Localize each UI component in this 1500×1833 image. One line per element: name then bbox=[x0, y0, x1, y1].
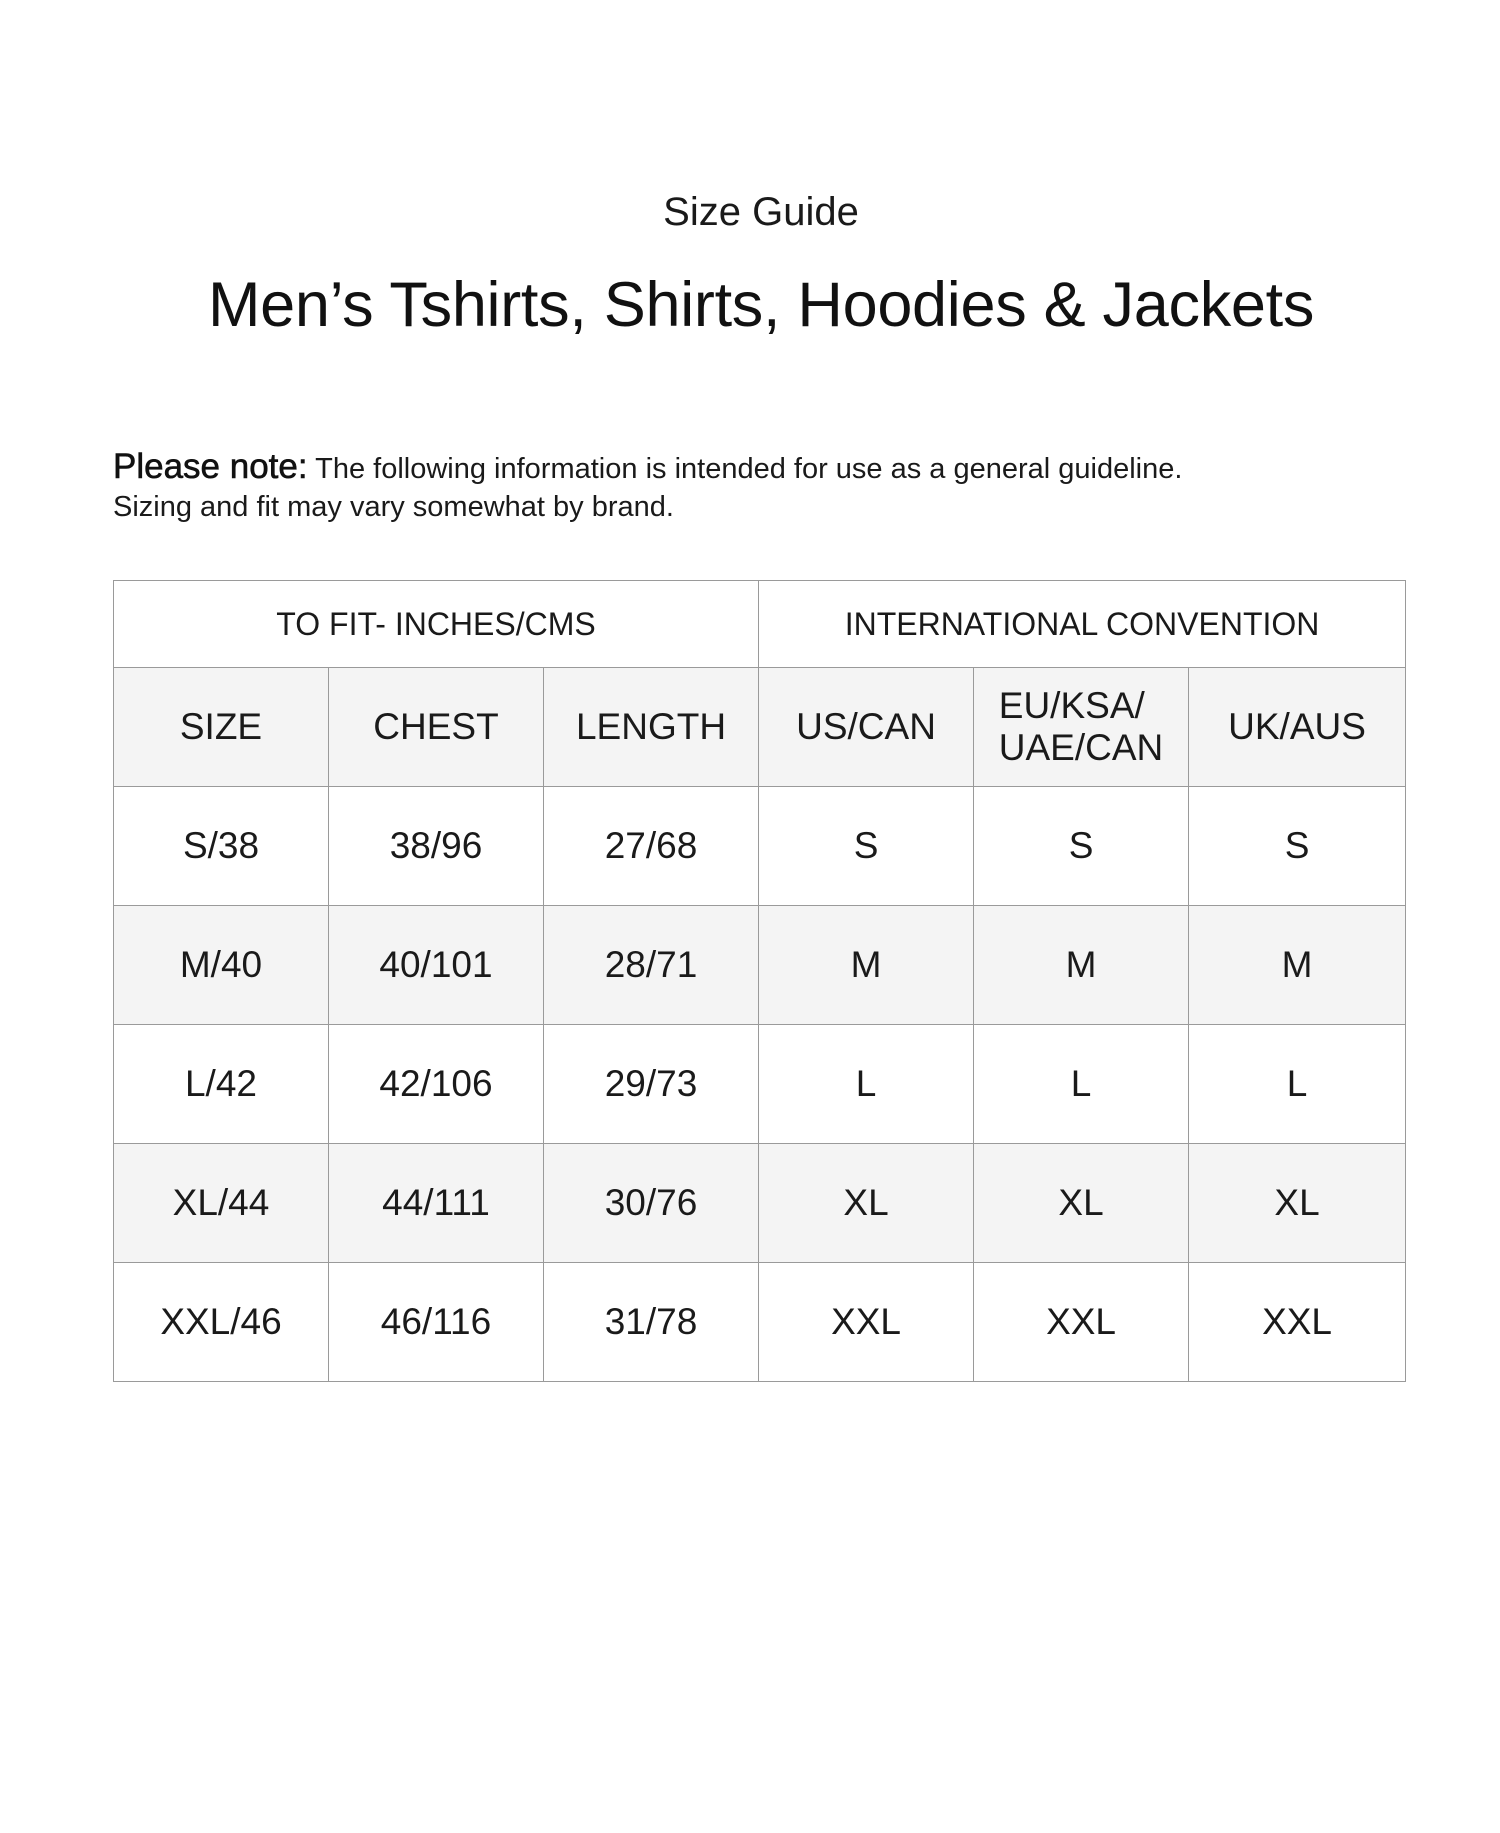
cell-chest: 44/111 bbox=[329, 1144, 544, 1263]
cell-size: L/42 bbox=[114, 1025, 329, 1144]
note-text-line2: Sizing and fit may vary somewhat by brand. bbox=[113, 491, 674, 523]
group-header-to-fit: TO FIT- INCHES/CMS bbox=[114, 581, 759, 668]
cell-uk-aus: XXL bbox=[1189, 1263, 1406, 1382]
table-group-header-row bbox=[114, 581, 1406, 668]
cell-uk-aus: S bbox=[1189, 787, 1406, 906]
cell-length: 31/78 bbox=[544, 1263, 759, 1382]
cell-chest: 46/116 bbox=[329, 1263, 544, 1382]
cell-eu-ksa-uae-can: S bbox=[974, 787, 1189, 906]
cell-uk-aus: L bbox=[1189, 1025, 1406, 1144]
cell-chest: 42/106 bbox=[329, 1025, 544, 1144]
cell-us-can: L bbox=[759, 1025, 974, 1144]
column-header-length: LENGTH bbox=[544, 668, 759, 787]
cell-us-can: XXL bbox=[759, 1263, 974, 1382]
table-row bbox=[114, 1025, 1406, 1144]
cell-eu-ksa-uae-can: XXL bbox=[974, 1263, 1189, 1382]
cell-size: XXL/46 bbox=[114, 1263, 329, 1382]
table-column-header-row bbox=[114, 668, 1406, 787]
column-header-eu-ksa-uae-can bbox=[974, 668, 1189, 787]
table-row bbox=[114, 1263, 1406, 1382]
column-header-us-can: US/CAN bbox=[759, 668, 974, 787]
cell-uk-aus: M bbox=[1189, 906, 1406, 1025]
cell-length: 28/71 bbox=[544, 906, 759, 1025]
page-title: Men’s Tshirts, Shirts, Hoodies & Jackets bbox=[207, 270, 1315, 340]
group-header-international: INTERNATIONAL CONVENTION bbox=[759, 581, 1406, 668]
cell-eu-ksa-uae-can: XL bbox=[974, 1144, 1189, 1263]
column-header-eu-label: EU/KSA/ UAE/CAN bbox=[998, 685, 1164, 768]
column-header-chest: CHEST bbox=[329, 668, 544, 787]
note-label: Please note: bbox=[113, 447, 308, 486]
page-subtitle: Size Guide bbox=[663, 190, 859, 234]
cell-chest: 38/96 bbox=[329, 787, 544, 906]
cell-eu-ksa-uae-can: L bbox=[974, 1025, 1189, 1144]
guideline-note bbox=[113, 448, 1413, 526]
cell-eu-ksa-uae-can: M bbox=[974, 906, 1189, 1025]
cell-length: 29/73 bbox=[544, 1025, 759, 1144]
cell-size: M/40 bbox=[114, 906, 329, 1025]
size-table bbox=[113, 580, 1406, 1382]
column-header-uk-aus: UK/AUS bbox=[1189, 668, 1406, 787]
column-header-size: SIZE bbox=[114, 668, 329, 787]
table-row bbox=[114, 787, 1406, 906]
note-text-line1: The following information is intended for use as a general guideline. bbox=[307, 453, 1183, 485]
cell-uk-aus: XL bbox=[1189, 1144, 1406, 1263]
cell-length: 30/76 bbox=[544, 1144, 759, 1263]
cell-us-can: M bbox=[759, 906, 974, 1025]
cell-size: S/38 bbox=[114, 787, 329, 906]
cell-size: XL/44 bbox=[114, 1144, 329, 1263]
cell-chest: 40/101 bbox=[329, 906, 544, 1025]
cell-us-can: XL bbox=[759, 1144, 974, 1263]
cell-us-can: S bbox=[759, 787, 974, 906]
table-row bbox=[114, 906, 1406, 1025]
table-row bbox=[114, 1144, 1406, 1263]
cell-length: 27/68 bbox=[544, 787, 759, 906]
